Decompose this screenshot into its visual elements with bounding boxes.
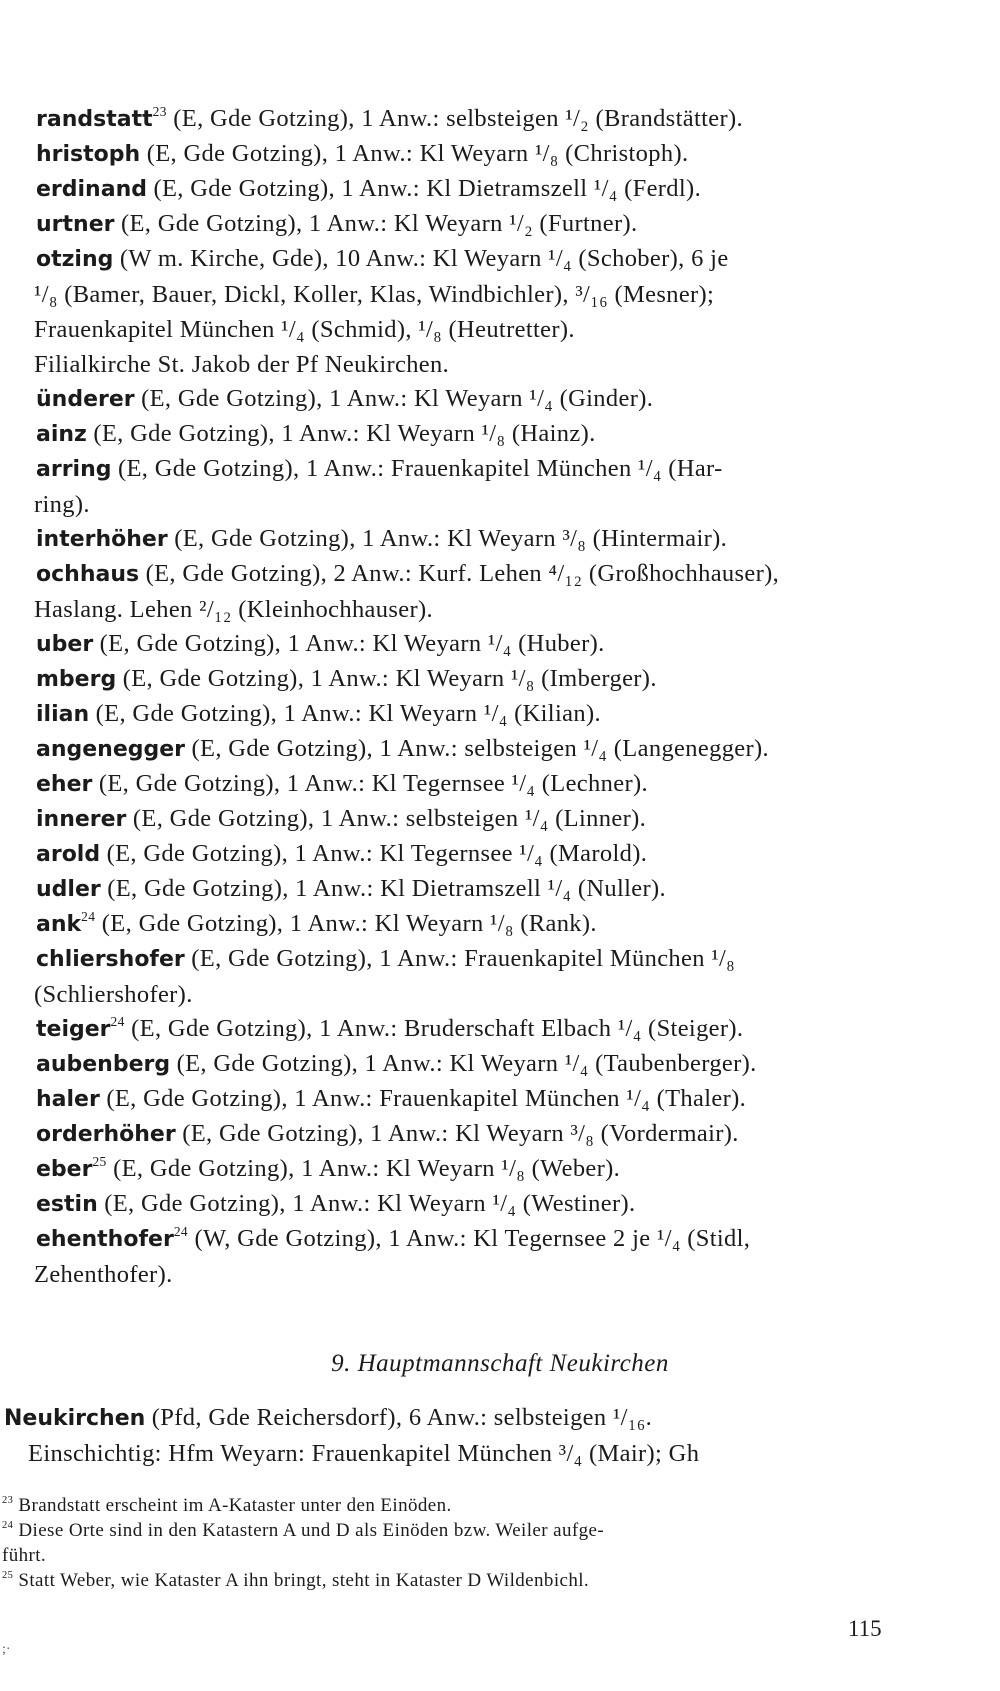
entry-first-line [36,731,936,767]
entry-headword: ainz [36,422,87,447]
footnote-text: Statt Weber, wie Kataster A ihn bringt, steht in Kataster D Wildenbichl. [18,1570,590,1591]
footnote-first-line [2,1568,902,1593]
entry-first-line [36,241,936,277]
entry-headword: arring [36,457,112,482]
register-entry [36,416,936,452]
entry-first-line [36,1116,936,1152]
entry-first-line [36,1151,936,1187]
register-entry [36,451,936,522]
entry-continuation: (Schliershofer). [34,981,193,1008]
register-entry [36,101,936,137]
register-entry [36,696,936,732]
entry-first-line [36,381,936,417]
register-entry [36,801,936,837]
register-entry [36,556,936,627]
entry-first-line [4,1400,904,1436]
register-entry [36,241,936,382]
entry-text: (E, Gde Gotzing), 1 Anw.: Kl Weyarn ¹/₈ (Hainz). [93,420,596,447]
footnote-ref: 24 [110,1013,125,1029]
entry-text: (E, Gde Gotzing), 1 Anw.: Kl Weyarn ¹/₄ (Huber). [99,630,605,657]
entry-text: (E, Gde Gotzing), 1 Anw.: Kl Weyarn ¹/₄ (Taubenberger). [176,1050,757,1077]
entry-first-line [36,1186,936,1222]
entry-text: (E, Gde Gotzing), 1 Anw.: Kl Weyarn ¹/₂ (Furtner). [120,210,638,237]
entry-first-line [36,1221,936,1257]
footnote-continuation: führt. [2,1545,47,1566]
entry-first-line [36,626,936,662]
register-entry [36,1116,936,1152]
entry-headword: udler [36,877,101,902]
register-entry [36,766,936,802]
entry-text: (E, Gde Gotzing), 1 Anw.: selbsteigen ¹/₄ (Linner). [132,805,647,832]
entry-first-line [36,836,936,872]
entry-text: (E, Gde Gotzing), 1 Anw.: Kl Dietramszell ¹/₄ (Nuller). [107,875,667,902]
entry-first-line [36,416,936,452]
entry-headword: angenegger [36,737,186,762]
entry-continuation: ¹/₈ (Bamer, Bauer, Dickl, Koller, Klas, Windbichler), ³/₁₆ (Mesner); [34,281,715,308]
register-entry [36,906,936,942]
footnote [2,1518,902,1568]
entry-headword: estin [36,1192,98,1217]
entry-text: (W m. Kirche, Gde), 10 Anw.: Kl Weyarn ¹/₄ (Schober), 6 je [119,245,729,272]
entry-continuation: Einschichtig: Hfm Weyarn: Frauenkapitel München ³/₄ (Mair); Gh [28,1440,700,1467]
entry-headword: randstatt [36,107,153,132]
entry-continuation: Zehenthofer). [34,1261,173,1288]
entry-text: (E, Gde Gotzing), 1 Anw.: Kl Weyarn ¹/₈ (Weber). [113,1155,621,1182]
entry-first-line [36,171,936,207]
entry-headword: ehenthofer [36,1227,174,1252]
entry-headword: chliershofer [36,947,185,972]
entry-text: (E, Gde Gotzing), 1 Anw.: Kl Weyarn ¹/₄ (Kilian). [95,700,601,727]
entry-first-line [36,1046,936,1082]
entry-headword: aubenberg [36,1052,171,1077]
entry-text: (E, Gde Gotzing), 1 Anw.: Kl Weyarn ¹/₄ (Ginder). [141,385,654,412]
entry-headword: urtner [36,212,115,237]
register-entry [36,171,936,207]
entry-headword: Neukirchen [4,1406,146,1431]
entry-text: (Pfd, Gde Reichersdorf), 6 Anw.: selbsteigen ¹/₁₆. [151,1404,653,1431]
entry-text: (E, Gde Gotzing), 1 Anw.: Frauenkapitel München ¹/₈ [191,945,736,972]
entry-headword: otzing [36,247,114,272]
entry-continuation: Haslang. Lehen ²/₁₂ (Kleinhochhauser). [34,596,433,623]
entry-continuation: Filialkirche St. Jakob der Pf Neukirchen. [34,351,450,378]
entry-first-line [36,521,936,557]
entry-headword: eher [36,772,93,797]
footnote-mark: 25 [2,1570,14,1582]
entry-headword: ochhaus [36,562,140,587]
register-entry [36,1186,936,1222]
entry-headword: ünderer [36,387,135,412]
register-entry [36,941,936,1012]
entry-headword: ank [36,912,82,937]
register-entry [36,871,936,907]
page-number: 115 [848,1616,882,1641]
entry-first-line [36,941,936,977]
entry-first-line [36,801,936,837]
register-entry [36,626,936,662]
entry-first-line [36,451,936,487]
register-entry [36,381,936,417]
entry-headword: haler [36,1087,100,1112]
footnote-ref: 24 [81,908,96,924]
entry-headword: arold [36,842,101,867]
page-mark: ;· [2,1642,11,1657]
entry-first-line [36,556,936,592]
entry-first-line [36,101,936,137]
entry-text: (E, Gde Gotzing), 1 Anw.: selbsteigen ¹/₂ (Brandstätter). [173,105,743,132]
footnote-mark: 23 [2,1495,14,1507]
entry-first-line [36,766,936,802]
register-entry [36,1151,936,1187]
entry-text: (E, Gde Gotzing), 1 Anw.: Kl Weyarn ³/₈ (Hintermair). [174,525,728,552]
entry-text: (E, Gde Gotzing), 1 Anw.: Bruderschaft Elbach ¹/₄ (Steiger). [131,1015,744,1042]
register-entry [36,836,936,872]
entry-headword: teiger [36,1017,111,1042]
register-entry [36,1221,936,1292]
footnote [2,1493,902,1518]
entry-first-line [36,206,936,242]
footnote-first-line [2,1518,902,1543]
footnote-text: Brandstatt erscheint im A-Kataster unter den Einöden. [18,1495,452,1516]
entry-text: (W, Gde Gotzing), 1 Anw.: Kl Tegernsee 2 je ¹/₄ (Stidl, [194,1225,751,1252]
register-entry [36,1081,936,1117]
entry-first-line [36,661,936,697]
entry-headword: hristoph [36,142,141,167]
footnote-first-line [2,1493,902,1518]
entry-headword: eber [36,1157,93,1182]
entry-first-line [36,906,936,942]
section-title: 9. Hauptmannschaft Neukirchen [331,1350,669,1377]
entry-continuation: Frauenkapitel München ¹/₄ (Schmid), ¹/₈ (Heutretter). [34,316,575,343]
entry-text: (E, Gde Gotzing), 1 Anw.: Kl Weyarn ³/₈ (Vordermair). [182,1120,739,1147]
entry-text: (E, Gde Gotzing), 1 Anw.: selbsteigen ¹/₄ (Langenegger). [191,735,770,762]
entry-text: (E, Gde Gotzing), 1 Anw.: Frauenkapitel München ¹/₄ (Thaler). [106,1085,747,1112]
entry-text: (E, Gde Gotzing), 1 Anw.: Kl Weyarn ¹/₄ (Westiner). [104,1190,636,1217]
footnote-mark: 24 [2,1520,14,1532]
entry-headword: innerer [36,807,127,832]
entry-headword: uber [36,632,94,657]
footnote-text: Diese Orte sind in den Katastern A und D als Einöden bzw. Weiler aufge- [18,1520,605,1541]
register-entry [36,206,936,242]
footnote-ref: 24 [173,1223,188,1239]
register-entry [36,1046,936,1082]
entry-text: (E, Gde Gotzing), 1 Anw.: Kl Dietramszell ¹/₄ (Ferdl). [153,175,702,202]
register-entry [36,661,936,697]
entry-headword: ilian [36,702,90,727]
entry-first-line [36,696,936,732]
entry-text: (E, Gde Gotzing), 1 Anw.: Kl Tegernsee ¹/₄ (Lechner). [98,770,648,797]
register-entry [36,731,936,767]
entry-text: (E, Gde Gotzing), 1 Anw.: Kl Weyarn ¹/₈ (Christoph). [146,140,689,167]
entry-first-line [36,136,936,172]
footnote-ref: 25 [92,1153,107,1169]
entry-headword: mberg [36,667,117,692]
register-entry [36,521,936,557]
register-entry [36,136,936,172]
entry-headword: erdinand [36,177,147,202]
entry-continuation: ring). [34,491,90,518]
entry-text: (E, Gde Gotzing), 1 Anw.: Kl Weyarn ¹/₈ (Imberger). [122,665,657,692]
register-entry [36,1011,936,1047]
entry-first-line [36,1081,936,1117]
footnote [2,1568,902,1593]
entry-text: (E, Gde Gotzing), 1 Anw.: Kl Tegernsee ¹/₄ (Marold). [106,840,648,867]
entry-headword: orderhöher [36,1122,176,1147]
entry-text: (E, Gde Gotzing), 2 Anw.: Kurf. Lehen ⁴/₁₂ (Großhochhauser), [145,560,780,587]
register-entry-neukirchen [4,1400,904,1471]
entry-first-line [36,1011,936,1047]
entry-first-line [36,871,936,907]
entry-headword: interhöher [36,527,168,552]
footnote-ref: 23 [152,103,167,119]
entry-text: (E, Gde Gotzing), 1 Anw.: Frauenkapitel München ¹/₄ (Har- [117,455,723,482]
entry-text: (E, Gde Gotzing), 1 Anw.: Kl Weyarn ¹/₈ (Rank). [101,910,597,937]
